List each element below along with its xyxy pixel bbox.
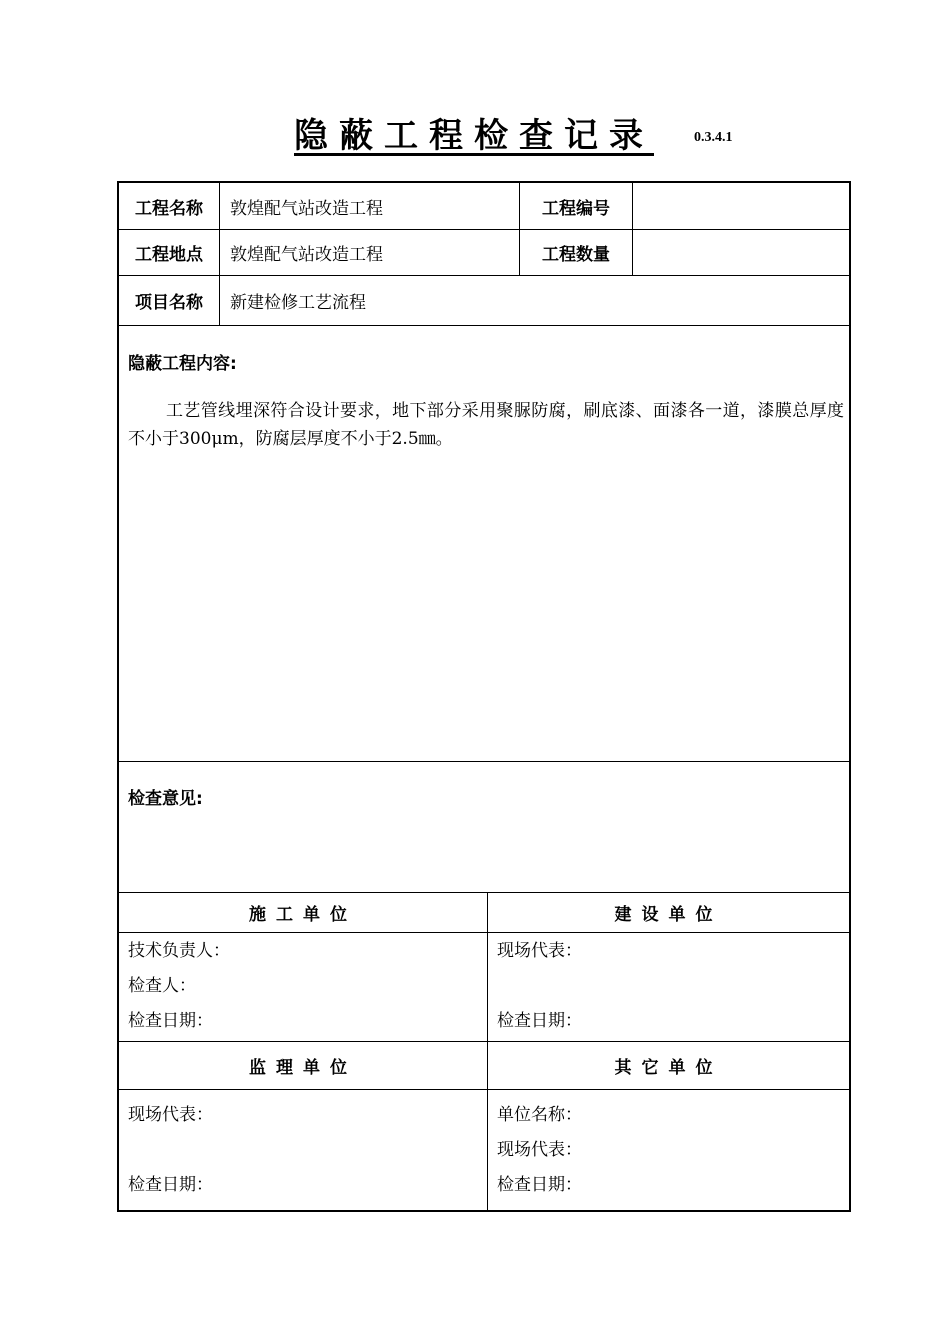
other-unit-header: 其它单位 — [487, 1041, 849, 1089]
supervision-rep-field: 现场代表： — [128, 1105, 213, 1125]
other-unit-body — [487, 1089, 849, 1210]
quantity-label: 工程数量 — [519, 229, 632, 275]
opinion-section — [119, 761, 849, 892]
title-row — [0, 108, 950, 158]
content-section — [119, 325, 849, 761]
project-name-label: 工程名称 — [135, 198, 203, 219]
form-code: 0.3.4.1 — [694, 130, 733, 145]
construction-unit-body — [119, 932, 487, 1041]
opinion-heading: 检查意见: — [128, 789, 203, 809]
owner-rep-field: 现场代表： — [497, 941, 582, 961]
supervision-unit-header: 监理单位 — [119, 1041, 487, 1089]
owner-unit-header: 建设单位 — [487, 892, 849, 932]
quantity-value — [632, 229, 849, 275]
location-label: 工程地点 — [119, 229, 219, 275]
project-name-value: 敦煌配气站改造工程 — [219, 183, 519, 229]
item-value: 新建检修工艺流程 — [219, 275, 849, 325]
page-title: 隐蔽工程检查记录 — [294, 116, 654, 156]
item-label: 项目名称 — [119, 275, 219, 325]
construction-date-field: 检查日期： — [128, 1011, 213, 1031]
inspector-field: 检查人： — [128, 976, 196, 996]
other-date-field: 检查日期： — [497, 1175, 582, 1195]
supervision-date-field: 检查日期： — [128, 1175, 213, 1195]
construction-unit-header: 施工单位 — [119, 892, 487, 932]
supervision-unit-body — [119, 1089, 487, 1210]
location-value: 敦煌配气站改造工程 — [219, 229, 519, 275]
inspection-form — [117, 181, 851, 1212]
other-unit-name-field: 单位名称： — [497, 1105, 582, 1125]
content-paragraph: 工艺管线埋深符合设计要求，地下部分采用聚脲防腐，刷底漆、面漆各一道，漆膜总厚度不小于300μm，防腐层厚度不小于2.5㎜。 — [128, 401, 844, 449]
project-no-value — [632, 183, 849, 229]
owner-unit-body — [487, 932, 849, 1041]
content-heading: 隐蔽工程内容: — [128, 354, 237, 374]
owner-date-field: 检查日期： — [497, 1011, 582, 1031]
tech-lead-field: 技术负责人： — [128, 941, 230, 961]
other-rep-field: 现场代表： — [497, 1140, 582, 1160]
project-no-label: 工程编号 — [519, 183, 632, 229]
